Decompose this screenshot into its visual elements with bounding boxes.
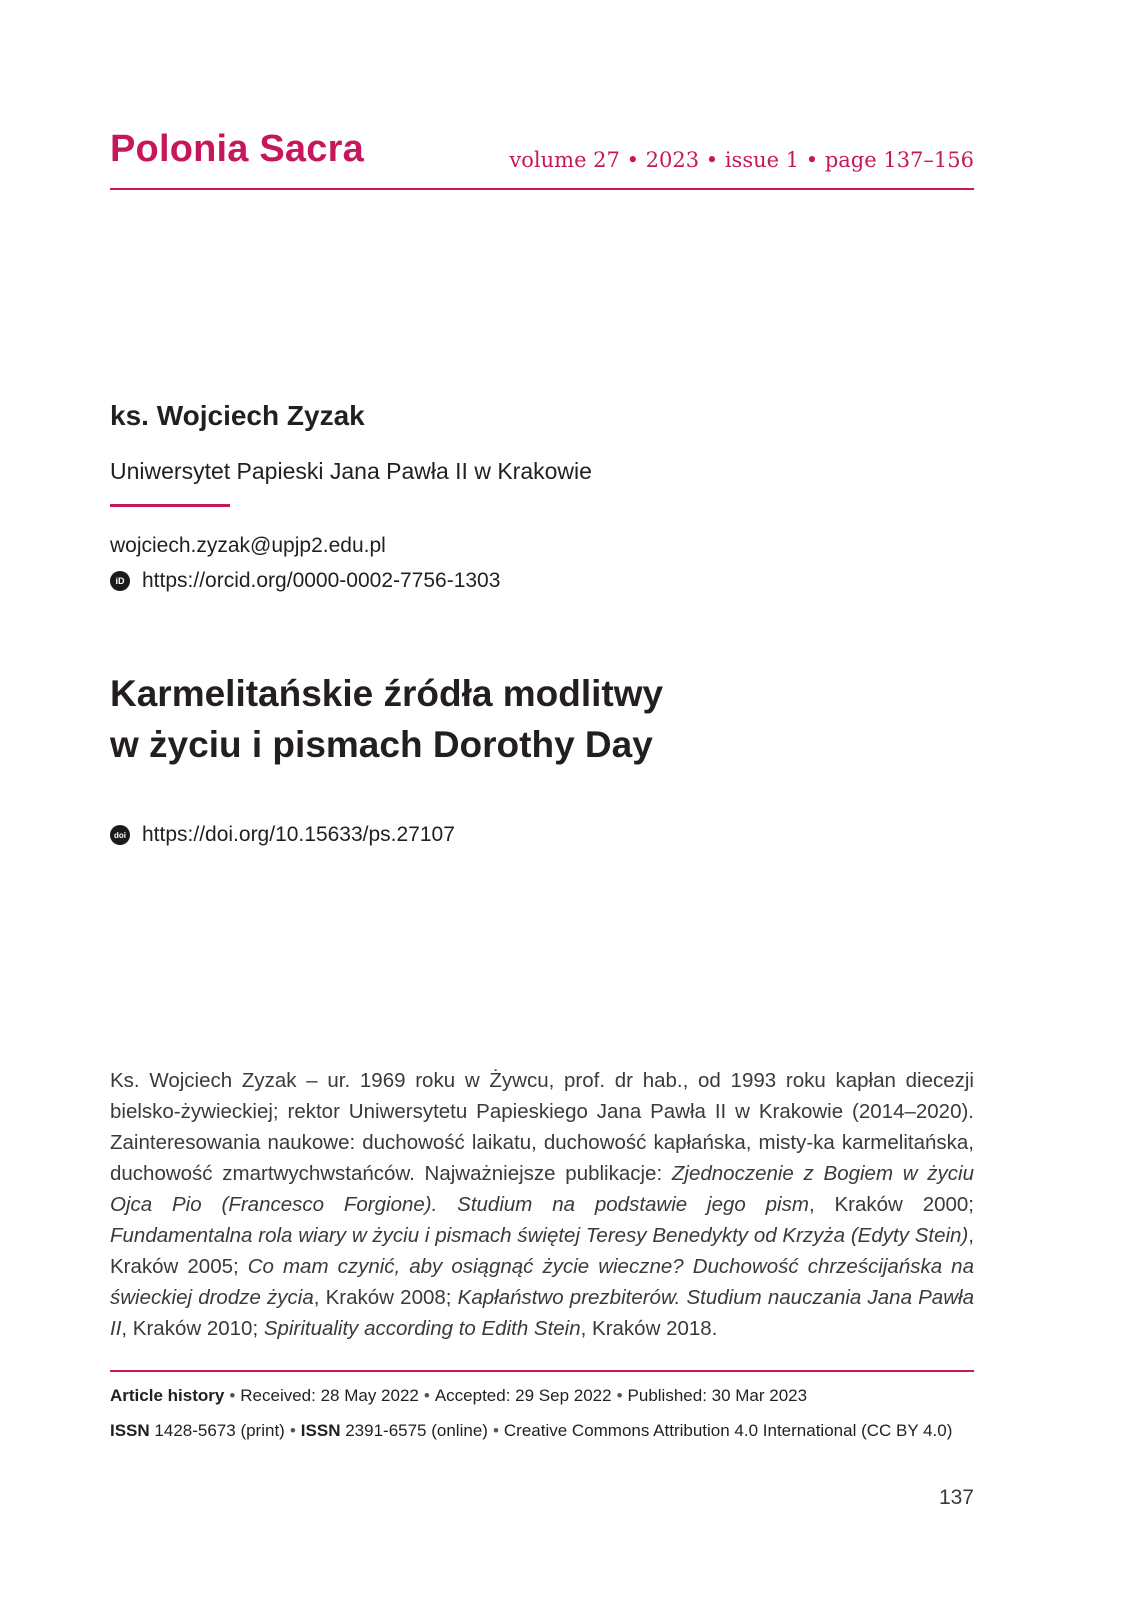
author-email-link[interactable]: wojciech.zyzak@upjp2.edu.pl — [110, 534, 386, 557]
bio-publication: Fundamentalna rola wiary w życiu i pismach świętej Teresy Benedykty od Krzyża (Edyty Stein) — [110, 1224, 969, 1247]
bio-publication: Spirituality according to Edith Stein — [263, 1317, 581, 1340]
journal-title: Polonia Sacra — [110, 128, 364, 170]
bio-text: , Kraków 2005; — [110, 1224, 974, 1278]
page-number: 137 — [938, 1486, 974, 1509]
issn-label-online: ISSN — [300, 1421, 341, 1440]
issn-online: 2391-6575 (online) — [345, 1421, 488, 1440]
bio-text: , Kraków 2010; — [121, 1317, 264, 1340]
history-received: Received: 28 May 2022 — [240, 1386, 419, 1405]
header-rule — [110, 188, 974, 190]
author-name: ks. Wojciech Zyzak — [110, 400, 365, 431]
orcid-icon: iD — [110, 571, 130, 591]
orcid-link[interactable]: https://orcid.org/0000-0002-7756-1303 — [142, 569, 501, 592]
affiliation-rule — [110, 504, 230, 507]
author-bio — [110, 1065, 974, 1344]
issn-print: 1428-5673 (print) — [154, 1421, 285, 1440]
bio-publication: Kapłaństwo prezbiterów. Studium nauczania Jana Pawła II — [110, 1286, 974, 1340]
doi-link[interactable]: https://doi.org/10.15633/ps.27107 — [142, 823, 455, 846]
issn-line: ISSN 1428-5673 (print) • ISSN 2391-6575 (online) • Creative Commons Attribution 4.0 International (CC BY 4.0) — [110, 1421, 953, 1440]
orcid-row — [110, 569, 500, 593]
history-label: Article history — [110, 1386, 225, 1405]
article-title-line2: w życiu i pismach Dorothy Day — [110, 724, 653, 765]
article-history: Article history • Received: 28 May 2022 • Accepted: 29 Sep 2022 • Published: 30 Mar 2023 — [110, 1386, 808, 1405]
bio-text: , Kraków 2008; — [313, 1286, 458, 1309]
doi-row — [110, 823, 455, 847]
issn-label-print: ISSN — [110, 1421, 150, 1440]
history-accepted: Accepted: 29 Sep 2022 — [434, 1386, 612, 1405]
article-title — [110, 668, 970, 770]
bio-publication: Zjednoczenie z Bogiem w życiu Ojca Pio (Francesco Forgione). Studium na podstawie jego pism — [110, 1162, 974, 1216]
license: Creative Commons Attribution 4.0 International (CC BY 4.0) — [503, 1421, 953, 1440]
doi-icon: doi — [110, 825, 130, 845]
history-published: Published: 30 Mar 2023 — [627, 1386, 808, 1405]
issue-meta: volume 27 • 2023 • issue 1 • page 137–156 — [509, 148, 974, 172]
bio-text: Ks. Wojciech Zyzak – ur. 1969 roku w Żywcu, prof. dr hab., od 1993 roku kapłan diecezji bielsko-żywieckiej; rektor Uniwersytetu Papieskiego Jana Pawła II w Krakowie (2014–2020). Zainteresowania naukowe: duchowość laikatu, duchowość kapłańska, misty-ka karmelitańska, duchowość zmartwychwstańców. Najważniejsze publikacje: — [110, 1069, 974, 1185]
footer-rule — [110, 1370, 974, 1372]
bio-publication: Co mam czynić, aby osiągnąć życie wieczne? Duchowość chrześcijańska na świeckiej drodze życia — [110, 1255, 974, 1309]
article-title-line1: Karmelitańskie źródła modlitwy — [110, 673, 664, 714]
bio-text: , Kraków 2018. — [580, 1317, 718, 1340]
author-affiliation: Uniwersytet Papieski Jana Pawła II w Krakowie — [110, 458, 592, 484]
bio-text: , Kraków 2000; — [808, 1193, 974, 1216]
